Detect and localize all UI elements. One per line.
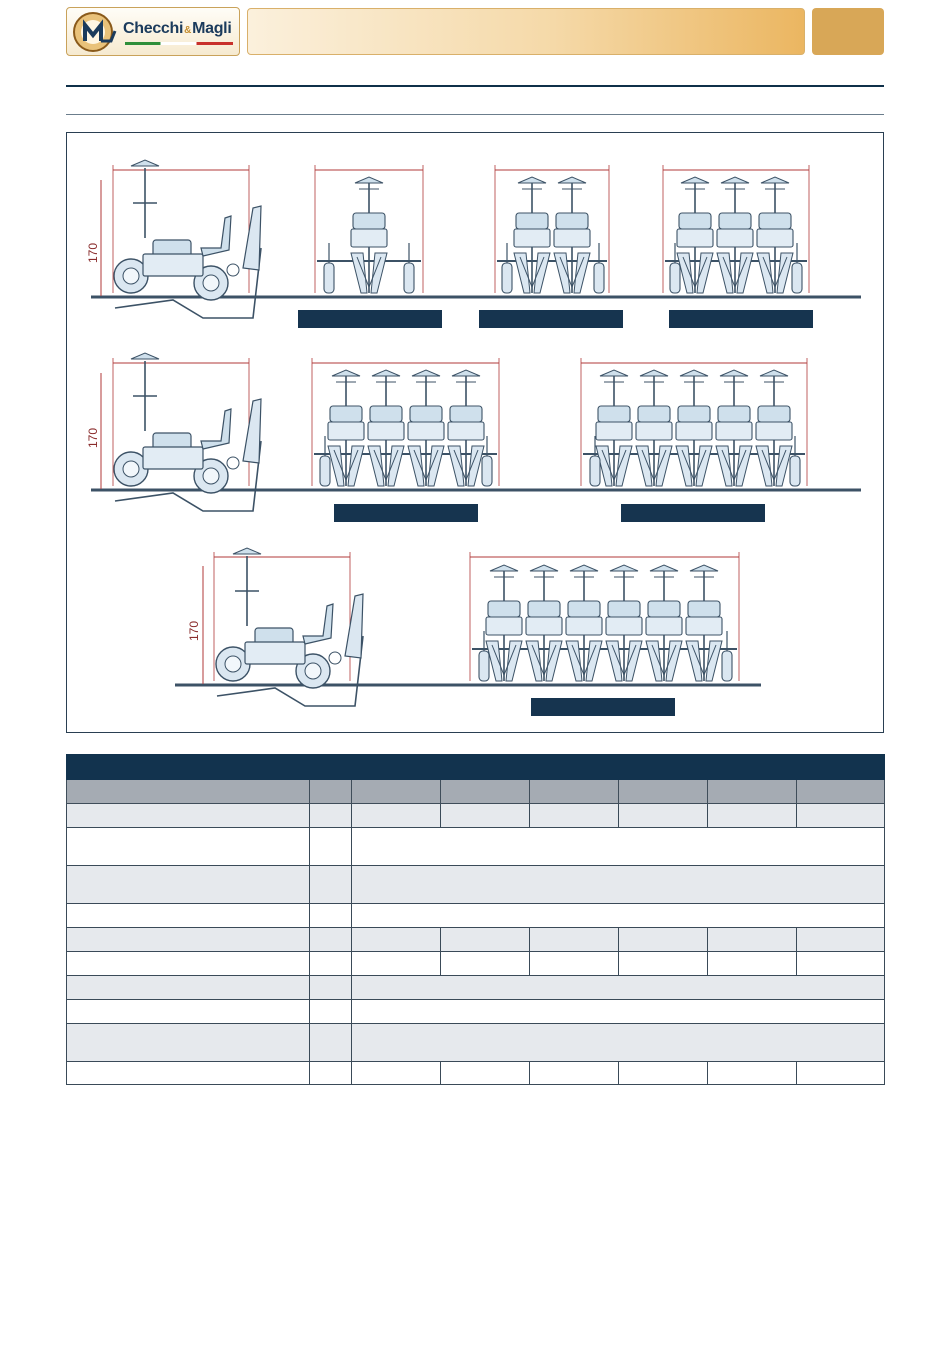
table-row	[67, 904, 885, 928]
table-row	[67, 866, 885, 904]
table-cell	[310, 904, 352, 928]
table-cell	[708, 928, 797, 952]
table-cell	[619, 952, 708, 976]
height-dimension-3: 170	[187, 620, 201, 642]
column-header	[441, 780, 530, 804]
table-cell	[530, 1062, 619, 1085]
table-row	[67, 804, 885, 828]
table-cell	[708, 952, 797, 976]
subheader-rule	[66, 114, 884, 115]
table-cell	[310, 828, 352, 866]
brand-name: Checchi	[123, 20, 184, 37]
flag-stripe	[125, 42, 233, 45]
table-cell	[67, 1000, 310, 1024]
column-header	[530, 780, 619, 804]
table-cell	[797, 804, 885, 828]
table-cell	[352, 1062, 441, 1085]
column-header	[797, 780, 885, 804]
table-cell	[797, 928, 885, 952]
company-logo	[66, 7, 240, 56]
column-header	[352, 780, 441, 804]
brand-ampersand: &	[184, 25, 192, 36]
table-cell	[352, 904, 885, 928]
table-cell	[67, 904, 310, 928]
table-cell	[352, 804, 441, 828]
height-dimension-2: 170	[86, 427, 100, 449]
table-cell	[797, 952, 885, 976]
table-cell	[619, 1062, 708, 1085]
table-cell	[530, 952, 619, 976]
table-cell	[67, 928, 310, 952]
table-cell	[352, 828, 885, 866]
table-cell	[310, 1024, 352, 1062]
model-label-bar	[621, 504, 765, 522]
table-cell	[310, 1062, 352, 1085]
table-cell	[310, 804, 352, 828]
table-cell	[67, 976, 310, 1000]
spec-table	[66, 754, 885, 1085]
table-cell	[352, 1024, 885, 1062]
page-title-bar	[247, 8, 805, 55]
table-cell	[310, 976, 352, 1000]
table-cell	[352, 976, 885, 1000]
table-header	[67, 755, 885, 780]
page-number-box	[812, 8, 884, 55]
table-header-row	[67, 755, 885, 780]
table-cell	[310, 1000, 352, 1024]
table-row	[67, 976, 885, 1000]
model-label-bar	[298, 310, 442, 328]
table-cell	[67, 866, 310, 904]
table-cell	[67, 1024, 310, 1062]
table-cell	[310, 952, 352, 976]
table-row	[67, 1024, 885, 1062]
table-cell	[441, 804, 530, 828]
table-cell	[619, 928, 708, 952]
machine-drawings-panel	[66, 132, 884, 733]
column-header	[310, 780, 352, 804]
table-cell	[67, 952, 310, 976]
header-rule	[66, 85, 884, 87]
table-cell	[352, 1000, 885, 1024]
table-row	[67, 928, 885, 952]
table-cell	[310, 928, 352, 952]
table-cell	[67, 828, 310, 866]
model-label-bar	[479, 310, 623, 328]
table-cell	[441, 952, 530, 976]
table-column-row	[67, 780, 885, 804]
table-cell	[619, 804, 708, 828]
model-label-bar	[531, 698, 675, 716]
model-label-bar	[669, 310, 813, 328]
table-cell	[310, 866, 352, 904]
table-row	[67, 1000, 885, 1024]
table-cell	[530, 928, 619, 952]
table-cell	[797, 1062, 885, 1085]
table-cell	[67, 804, 310, 828]
table-row	[67, 1062, 885, 1085]
model-label-bar	[334, 504, 478, 522]
column-header	[67, 780, 310, 804]
machine-drawings-svg	[67, 133, 885, 734]
table-cell	[708, 1062, 797, 1085]
height-dimension-1: 170	[86, 242, 100, 264]
table-cell	[530, 804, 619, 828]
table-row	[67, 828, 885, 866]
table-row	[67, 952, 885, 976]
table-cell	[352, 952, 441, 976]
table-cell	[352, 866, 885, 904]
table-cell	[441, 1062, 530, 1085]
brand-wordmark	[123, 20, 231, 38]
column-header	[708, 780, 797, 804]
cm-logo-icon	[71, 11, 121, 53]
column-header	[619, 780, 708, 804]
table-cell	[441, 928, 530, 952]
table-cell	[352, 928, 441, 952]
table-cell	[708, 804, 797, 828]
brand-name-2: Magli	[192, 20, 232, 37]
table-cell	[67, 1062, 310, 1085]
